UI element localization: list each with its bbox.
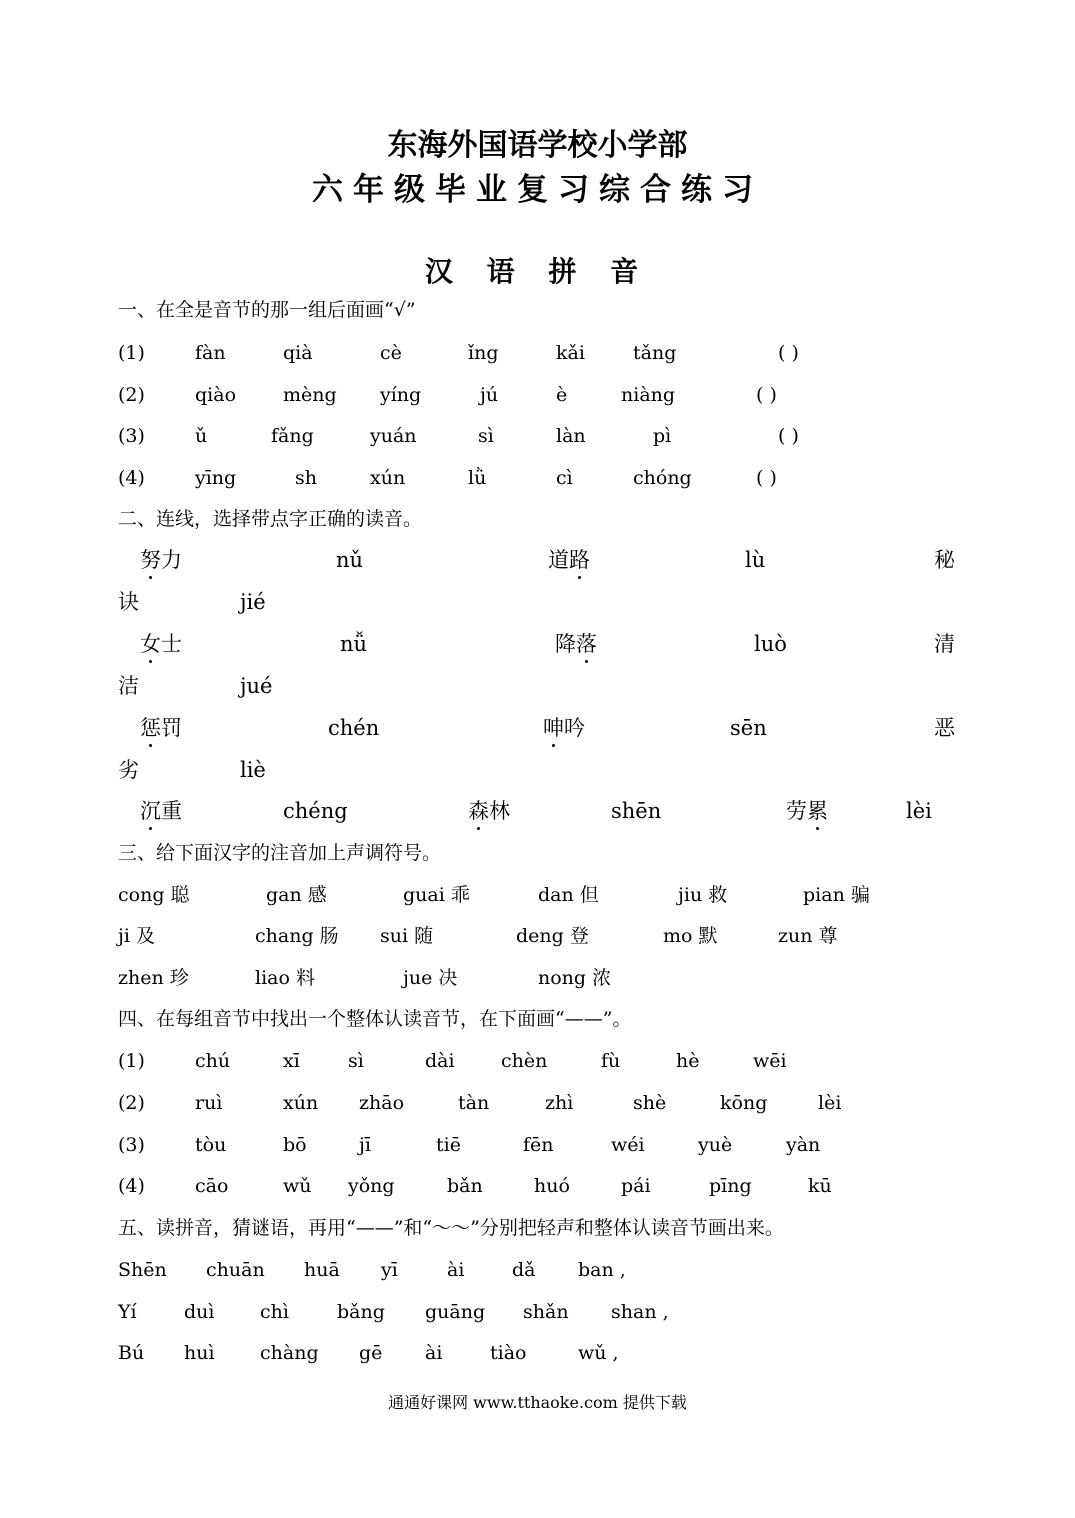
word: 努力 <box>140 545 182 575</box>
syllable: yuán <box>370 425 417 447</box>
syllable: tòu <box>195 1134 227 1156</box>
syllable: huó <box>534 1175 570 1197</box>
word-part: 劣 <box>118 758 139 782</box>
syllable: zhāo <box>359 1092 405 1114</box>
q4-row-number: (2) <box>118 1092 145 1114</box>
syllable: shan , <box>611 1301 669 1323</box>
syllable: qià <box>283 342 313 364</box>
word: 惩罚 <box>140 713 182 743</box>
syllable: zhì <box>545 1092 574 1114</box>
word: 道路 <box>548 545 590 575</box>
q1-row-number: (4) <box>118 467 145 489</box>
syllable: xún <box>370 467 406 489</box>
pinyin-option: jié <box>240 590 266 614</box>
syllable: chèn <box>501 1050 548 1072</box>
syllable: yǒng <box>348 1175 395 1197</box>
syllable: kōng <box>720 1092 768 1114</box>
syllable: jú <box>480 384 499 406</box>
syllable: fù <box>601 1050 621 1072</box>
syllable: kū <box>808 1175 832 1197</box>
pinyin-option: luò <box>754 632 787 656</box>
syllable: dài <box>425 1050 455 1072</box>
word-part: 恶 <box>934 716 955 740</box>
syllable: huì <box>184 1342 215 1364</box>
word: 女士 <box>140 629 182 659</box>
word-part: 诀 <box>118 590 139 614</box>
syllable: cì <box>556 467 573 489</box>
pinyin-char: liao 料 <box>255 967 315 989</box>
syllable: ban , <box>578 1259 626 1281</box>
pinyin-option: nǚ <box>340 632 368 656</box>
syllable: Shēn <box>118 1259 167 1281</box>
pinyin-char: zun 尊 <box>778 925 838 947</box>
syllable: shǎn <box>523 1301 569 1323</box>
pinyin-char: sui 随 <box>380 925 434 947</box>
pinyin-char: guai 乖 <box>403 884 470 906</box>
syllable: hè <box>676 1050 700 1072</box>
syllable: chàng <box>260 1342 319 1364</box>
word-part: 清 <box>934 632 955 656</box>
syllable: pì <box>653 425 672 447</box>
pinyin-option: sēn <box>730 716 767 740</box>
q1-row-number: (2) <box>118 384 145 406</box>
syllable: Yí <box>118 1301 137 1323</box>
syllable: ruì <box>195 1092 223 1114</box>
answer-parentheses: ( ) <box>778 342 799 364</box>
answer-parentheses: ( ) <box>756 467 777 489</box>
q1-row-number: (3) <box>118 425 145 447</box>
syllable: yíng <box>380 384 422 406</box>
syllable: wéi <box>611 1134 645 1156</box>
syllable: wǔ , <box>578 1342 619 1364</box>
pinyin-option: nǔ <box>336 548 364 572</box>
syllable: xī <box>283 1050 300 1072</box>
pinyin-char: chang 肠 <box>255 925 339 947</box>
answer-parentheses: ( ) <box>756 384 777 406</box>
syllable: è <box>556 384 568 406</box>
syllable: chì <box>260 1301 289 1323</box>
pinyin-char: jiu 救 <box>678 884 728 906</box>
syllable: bō <box>283 1134 307 1156</box>
syllable: fàn <box>195 342 226 364</box>
syllable: chóng <box>633 467 692 489</box>
syllable: huā <box>304 1259 340 1281</box>
pinyin-char: jue 决 <box>403 967 458 989</box>
syllable: qiào <box>195 384 237 406</box>
syllable: pīng <box>709 1175 752 1197</box>
syllable: jī <box>359 1134 371 1156</box>
syllable: lèi <box>818 1092 842 1114</box>
pinyin-char: dan 但 <box>538 884 599 906</box>
pinyin-char: gan 感 <box>266 884 327 906</box>
pinyin-char: ji 及 <box>118 925 156 947</box>
syllable: chuān <box>206 1259 265 1281</box>
syllable: tàn <box>458 1092 490 1114</box>
syllable: làn <box>556 425 586 447</box>
syllable: lǜ <box>468 467 487 489</box>
word: 降落 <box>555 629 597 659</box>
syllable: wēi <box>753 1050 787 1072</box>
pinyin-option: chén <box>328 716 380 740</box>
pinyin-option: lèi <box>906 799 932 823</box>
syllable: shè <box>633 1092 667 1114</box>
q1-row-number: (1) <box>118 342 145 364</box>
syllable: tiē <box>436 1134 461 1156</box>
school-title: 东海外国语学校小学部 <box>387 128 688 163</box>
syllable: xún <box>283 1092 319 1114</box>
word: 森林 <box>468 796 510 826</box>
syllable: yī <box>381 1259 398 1281</box>
q1-title: 一、在全是音节的那一组后面画“√” <box>118 299 416 321</box>
word: 劳累 <box>786 796 828 826</box>
answer-parentheses: ( ) <box>778 425 799 447</box>
syllable: fǎng <box>271 425 314 447</box>
syllable: fēn <box>523 1134 554 1156</box>
syllable: niàng <box>621 384 676 406</box>
word-part: 秘 <box>934 548 955 572</box>
syllable: yàn <box>786 1134 821 1156</box>
section-heading: 汉 语 拼 音 <box>424 255 651 288</box>
word-part: 洁 <box>118 674 139 698</box>
pinyin-char: pian 骗 <box>803 884 870 906</box>
q4-row-number: (4) <box>118 1175 145 1197</box>
pinyin-option: liè <box>240 758 266 782</box>
pinyin-option: chéng <box>283 799 348 823</box>
syllable: ài <box>425 1342 443 1364</box>
syllable: ǔ <box>195 425 208 447</box>
q3-title: 三、给下面汉字的注音加上声调符号。 <box>118 842 442 864</box>
pinyin-option: shēn <box>611 799 662 823</box>
syllable: ǐng <box>468 342 499 364</box>
syllable: yuè <box>698 1134 733 1156</box>
word: 沉重 <box>140 796 182 826</box>
q4-title: 四、在每组音节中找出一个整体认读音节，在下面画“——”。 <box>118 1008 632 1030</box>
pinyin-char: deng 登 <box>516 925 589 947</box>
syllable: duì <box>184 1301 215 1323</box>
q4-row-number: (1) <box>118 1050 145 1072</box>
syllable: wǔ <box>283 1175 312 1197</box>
syllable: yīng <box>195 467 237 489</box>
syllable: cāo <box>195 1175 229 1197</box>
syllable: kǎi <box>556 342 585 364</box>
syllable: guāng <box>425 1301 486 1323</box>
worksheet-subtitle: 六年级毕业复习综合练习 <box>312 172 763 208</box>
syllable: tiào <box>490 1342 527 1364</box>
pinyin-char: mo 默 <box>663 925 718 947</box>
syllable: bǎn <box>447 1175 483 1197</box>
syllable: cè <box>380 342 402 364</box>
word: 呻吟 <box>543 713 585 743</box>
syllable: gē <box>359 1342 383 1364</box>
syllable: Bú <box>118 1342 145 1364</box>
pinyin-char: cong 聪 <box>118 884 190 906</box>
syllable: tǎng <box>633 342 677 364</box>
q5-title: 五、读拼音，猜谜语，再用“——”和“～～”分别把轻声和整体认读音节画出来。 <box>118 1217 784 1239</box>
syllable: sì <box>348 1050 364 1072</box>
syllable: ài <box>447 1259 465 1281</box>
q4-row-number: (3) <box>118 1134 145 1156</box>
syllable: mèng <box>283 384 337 406</box>
syllable: sh <box>295 467 317 489</box>
syllable: chú <box>195 1050 231 1072</box>
syllable: dǎ <box>512 1259 536 1281</box>
footer-credit: 通通好课网 www.tthaoke.com 提供下载 <box>388 1393 687 1412</box>
pinyin-option: jué <box>240 674 273 698</box>
syllable: pái <box>621 1175 651 1197</box>
syllable: bǎng <box>337 1301 385 1323</box>
pinyin-char: zhen 珍 <box>118 967 189 989</box>
pinyin-char: nong 浓 <box>538 967 612 989</box>
q2-title: 二、连线，选择带点字正确的读音。 <box>118 508 423 530</box>
pinyin-option: lù <box>745 548 766 572</box>
syllable: sì <box>478 425 494 447</box>
